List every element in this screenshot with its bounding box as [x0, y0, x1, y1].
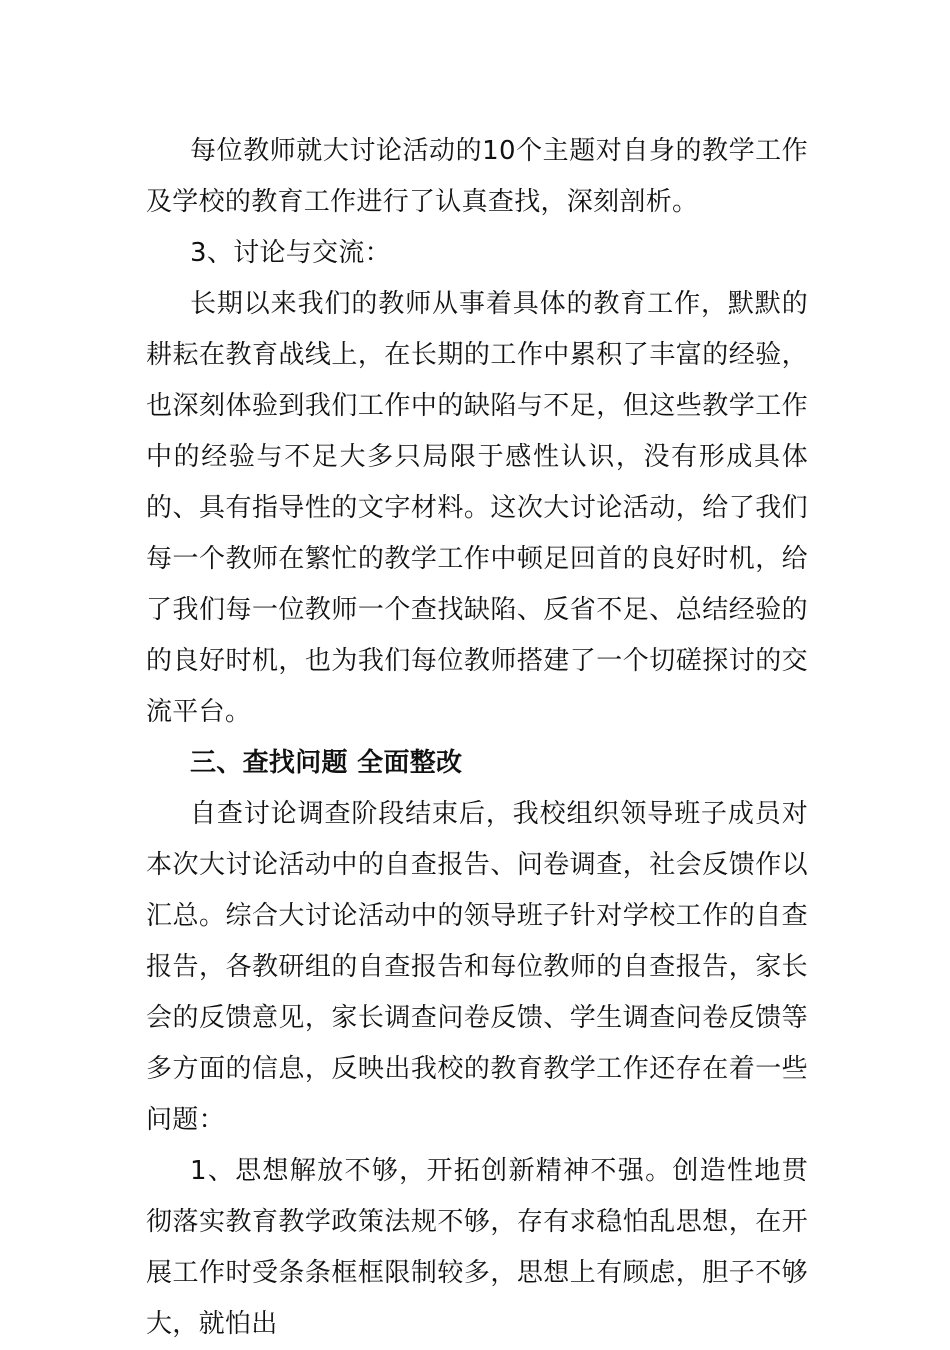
document-body — [146, 126, 808, 1350]
section-heading-rectification: 三、查找问题 全面整改 — [190, 748, 463, 778]
paragraph-discussion-body: 长期以来我们的教师从事着具体的教育工作，默默的耕耘在教育战线上，在长期的工作中累积了丰富的经验，也深刻体验到我们工作中的缺陷与不足，但这些教学工作中的经验与不足大多只局限于感性认识，没有形成具体的、具有指导性的文字材料。这次大讨论活动，给了我们每一个教师在繁忙的教学工作中顿足回首的良好时机，给了我们每一位教师一个查找缺陷、反省不足、总结经验的的良好时机，也为我们每位教师搭建了一个切磋探讨的交流平台。 — [146, 289, 808, 727]
paragraph-topic-review: 每位教师就大讨论活动的10个主题对自身的教学工作及学校的教育工作进行了认真查找，深刻剖析。 — [146, 136, 808, 217]
paragraph-self-inspection-summary: 自查讨论调查阶段结束后，我校组织领导班子成员对本次大讨论活动中的自查报告、问卷调查，社会反馈作以汇总。综合大讨论活动中的领导班子针对学校工作的自查报告，各教研组的自查报告和每位教师的自查报告，家长会的反馈意见，家长调查问卷反馈、学生调查问卷反馈等多方面的信息，反映出我校的教育教学工作还存在着一些问题： — [146, 799, 808, 1135]
section-heading-discussion: 3、讨论与交流： — [190, 238, 391, 268]
paragraph-problem-one: 1、思想解放不够，开拓创新精神不强。创造性地贯彻落实教育教学政策法规不够，存有求稳怕乱思想，在开展工作时受条条框框限制较多，思想上有顾虑，胆子不够大，就怕出 — [146, 1156, 808, 1339]
